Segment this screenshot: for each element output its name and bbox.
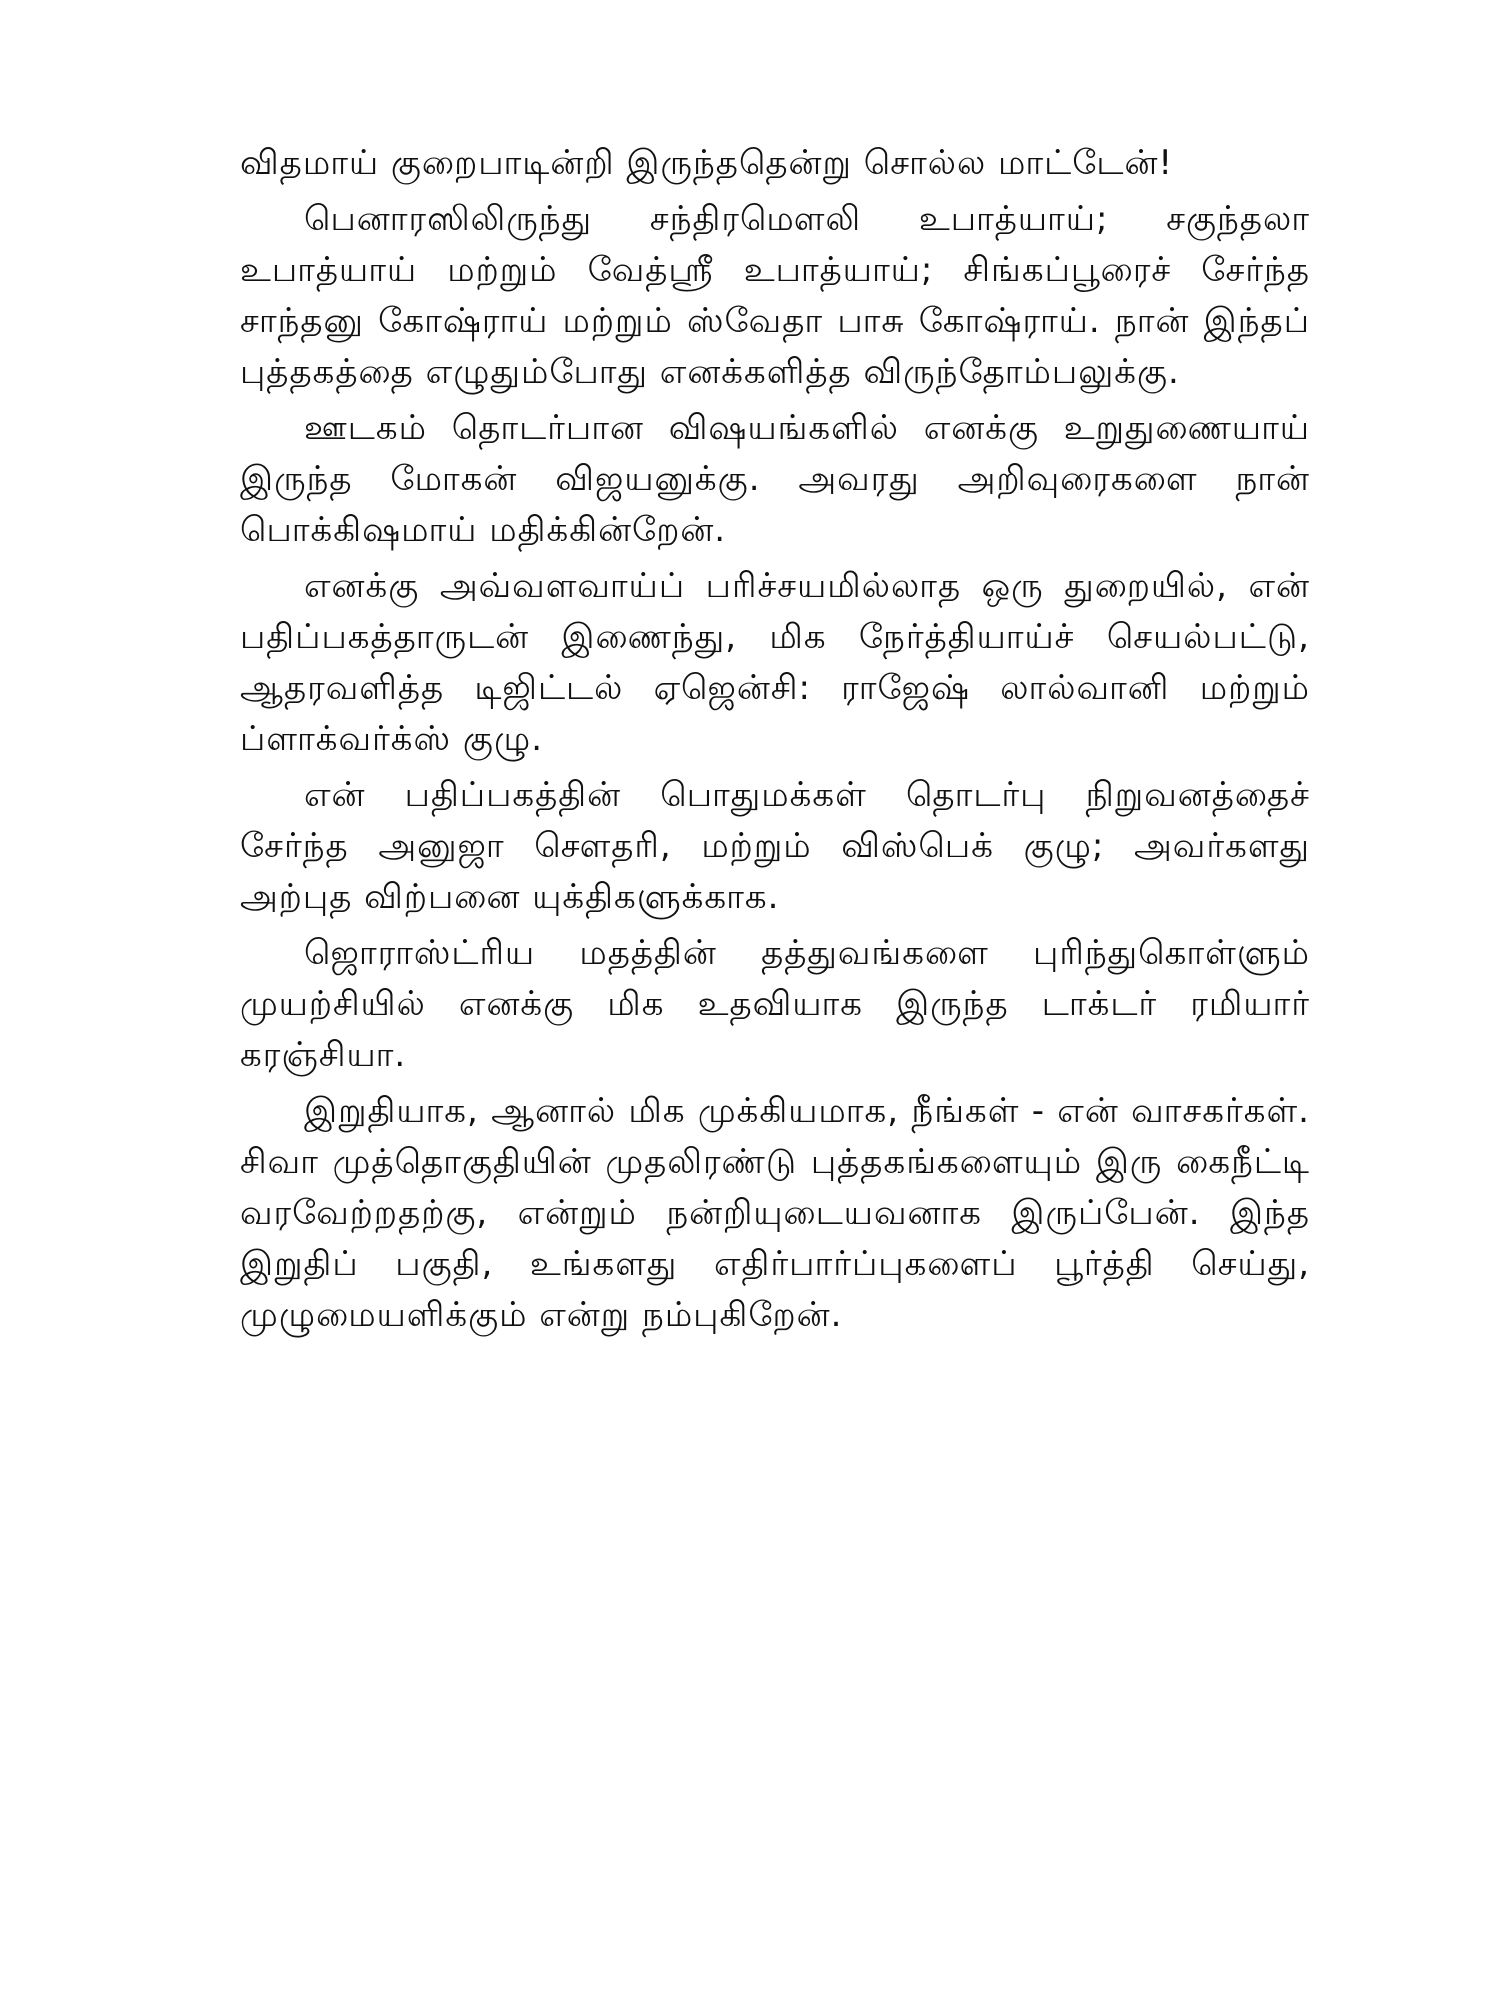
body-text xyxy=(240,138,1310,1341)
paragraph-6: ஜொராஸ்ட்ரிய மதத்தின் தத்துவங்களை புரிந்துகொள்ளும் முயற்சியில் எனக்கு மிக உதவியாக இருந்த டாக்டர் ரமியார் கரஞ்சியா. xyxy=(240,933,1310,1075)
paragraph-7: இறுதியாக, ஆனால் மிக முக்கியமாக, நீங்கள் - என் வாசகர்கள். சிவா முத்தொகுதியின் முதலிரண்டு புத்தகங்களையும் இரு கைநீட்டி வரவேற்றதற்கு, என்றும் நன்றியுடையவனாக இருப்பேன். இந்த இறுதிப் பகுதி, உங்களது எதிர்பார்ப்புகளைப் பூர்த்தி செய்து, முழுமையளிக்கும் என்று நம்புகிறேன். xyxy=(240,1091,1310,1335)
paragraph-2: பெனாரஸிலிருந்து சந்திரமௌலி உபாத்யாய்; சகுந்தலா உபாத்யாய் மற்றும் வேத்ஸ்ரீ உபாத்யாய்; சிங்கப்பூரைச் சேர்ந்த சாந்தனு கோஷ்ராய் மற்றும் ஸ்வேதா பாசு கோஷ்ராய். நான் இந்தப் புத்தகத்தை எழுதும்போது எனக்களித்த விருந்தோம்பலுக்கு. xyxy=(240,199,1310,392)
paragraph-4: எனக்கு அவ்வளவாய்ப் பரிச்சயமில்லாத ஒரு துறையில், என் பதிப்பகத்தாருடன் இணைந்து, மிக நேர்த்தியாய்ச் செயல்பட்டு, ஆதரவளித்த டிஜிட்டல் ஏஜென்சி: ராஜேஷ் லால்வானி மற்றும் ப்ளாக்வர்க்ஸ் குழு. xyxy=(240,566,1310,759)
paragraph-5: என் பதிப்பகத்தின் பொதுமக்கள் தொடர்பு நிறுவனத்தைச் சேர்ந்த அனுஜா சௌதரி, மற்றும் விஸ்பெக் குழு; அவர்களது அற்புத விற்பனை யுக்திகளுக்காக. xyxy=(240,775,1310,917)
paragraph-1: விதமாய் குறைபாடின்றி இருந்ததென்று சொல்ல மாட்டேன்! xyxy=(240,143,1174,183)
paragraph-3: ஊடகம் தொடர்பான விஷயங்களில் எனக்கு உறுதுணையாய் இருந்த மோகன் விஜயனுக்கு. அவரது அறிவுரைகளை நான் பொக்கிஷமாய் மதிக்கின்றேன். xyxy=(240,408,1310,550)
